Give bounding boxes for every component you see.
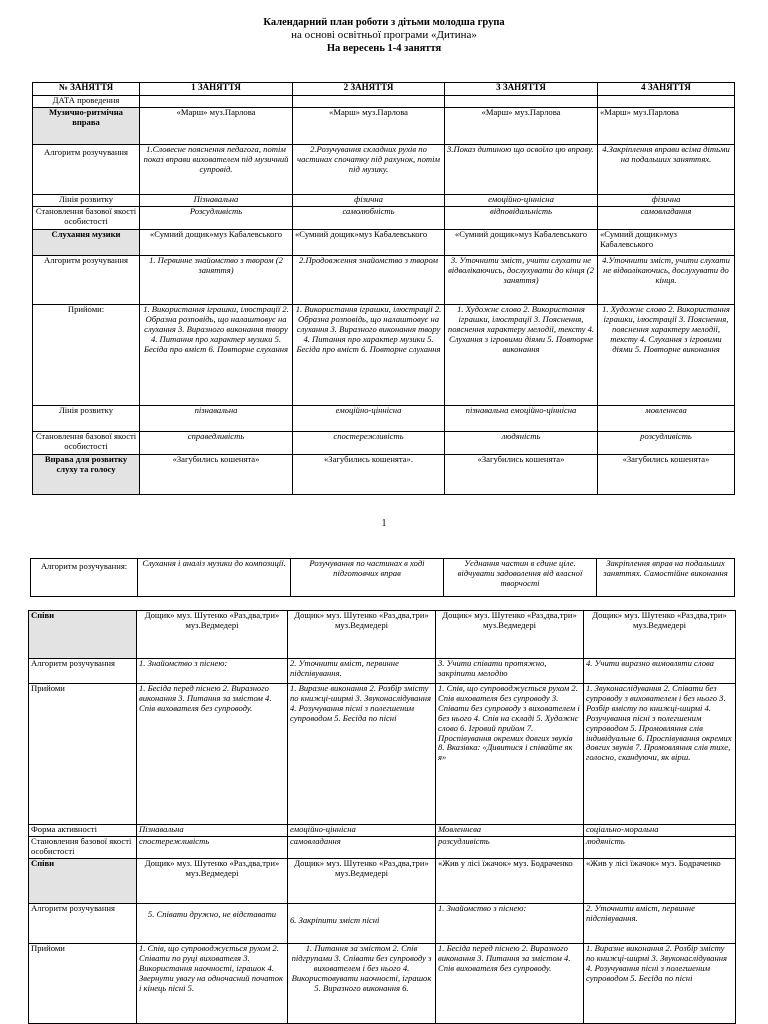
row-label: Форма активності	[29, 825, 137, 837]
table-cell: «Загубились кошенята»	[140, 455, 293, 495]
algorithm-table	[30, 558, 735, 597]
table-cell: «Загубились кошенята».	[293, 455, 445, 495]
table-row	[29, 611, 736, 659]
header-lesson-3: 3 ЗАНЯТТЯ	[445, 83, 598, 96]
table-cell: Пізнавальна	[137, 825, 288, 837]
table-cell: Дощик» муз. Шутенко «Раз,два,три» муз.Ведмедері	[584, 611, 736, 659]
table-cell: «Марш» муз.Парлова	[445, 108, 598, 145]
table-cell: Дощик» муз. Шутенко «Раз,два,три» муз.Ведмедері	[288, 859, 436, 904]
table-row	[33, 96, 735, 108]
row-label: Алгоритм розучування	[29, 904, 137, 944]
table-cell: Пізнавальна	[140, 195, 293, 207]
row-label: Лінія розвитку	[33, 195, 140, 207]
table-cell: 2.Продовження знайомство з твором	[293, 256, 445, 305]
plan-title: Календарний план роботи з дітьми молодша група	[263, 17, 505, 28]
table-cell: Розсудливість	[140, 207, 293, 230]
lesson-plan-table	[32, 82, 735, 495]
row-label: Співи	[29, 859, 137, 904]
table-header-row	[33, 83, 735, 96]
header-lesson-2: 2 ЗАНЯТТЯ	[293, 83, 445, 96]
table-cell: «Сумний дощик»муз Кабалевського	[140, 230, 293, 256]
table-row	[33, 145, 735, 195]
table-cell: 1. Спів, що супроводжується рухом 2. Співати по руці вихователя 3. Використання наочності, іграшок 4. Звернути увагу на одночасний початок і кінець пісні 5.	[137, 944, 288, 1024]
table-cell: 1. Бесіда перед піснею 2. Виразного виконання 3. Питання за змістом 4. Спів вихователя без супроводу.	[436, 944, 584, 1024]
plan-period: На вересень 1-4 заняття	[326, 43, 442, 54]
table-row	[31, 559, 735, 597]
table-cell: 1. Виразне виконання 2. Розбір змісту по книжці-ширмі 3. Звуконаслідування 4. Розучування пісні з полегшеним супроводом 5. Бесіда по пісні	[288, 684, 436, 825]
table-row	[29, 859, 736, 904]
table-cell: 3. Уточнити зміст, учити слухати не відволікаючись, дослухувати до кінця (2 заняття)	[445, 256, 598, 305]
table-cell: 1. Художнє слово 2. Використання іграшки, ілюстрації 3. Пояснення, пояснення характеру мелодії, тексту 4. Слухання з ігровими діями 5. Повторне виконання	[445, 305, 598, 406]
row-label: Становлення базової якості особистості	[33, 432, 140, 455]
row-label: Співи	[29, 611, 137, 659]
table-cell	[140, 96, 293, 108]
table-cell: «Жив у лісі їжачок» муз. Бодраченко	[584, 859, 736, 904]
table-cell: 5. Співати дружно, не відставати	[137, 904, 288, 944]
table-cell	[598, 96, 735, 108]
table-cell: 1. Питання за змістом 2. Спів підгрупами 3. Співати без супроводу з вихователем і без нього 4. Використовувати наочності, іграшок 5. Виразного виконання 6.	[288, 944, 436, 1024]
table-cell: справедливість	[140, 432, 293, 455]
table-cell: 1. Використання іграшки, ілюстрації 2. Образна розповідь, що налаштовує на слухання 3. Виразного виконання твору 4. Питання про характер музики 5. Бесіда про вміст 6. Повторне слухання	[140, 305, 293, 406]
row-label: Алгоритм розучування	[29, 659, 137, 684]
table-row	[29, 837, 736, 859]
table-cell	[445, 96, 598, 108]
table-row	[33, 406, 735, 432]
table-cell: 1.Словесне пояснення педагога, потім показ вправи вихователем під музичний супровід.	[140, 145, 293, 195]
table-cell: «Сумний дощик»муз Кабалевського	[598, 230, 735, 256]
table-cell: Дощик» муз. Шутенко «Раз,два,три» муз.Ведмедері	[288, 611, 436, 659]
table-cell	[293, 96, 445, 108]
table-cell: 2.Розучування складних рухів по частинах спочатку під рахунок, потім під музику.	[293, 145, 445, 195]
table-cell: 1. Використання іграшки, ілюстрації 2. Образна розповідь, що налаштовує на слухання 3. Виразного виконання твору 4. Питання про характер музики 5. Бесіда про вміст 6. Повторне слухання	[293, 305, 445, 406]
row-label: Становлення базової якості особистості	[33, 207, 140, 230]
table-cell: 6. Закріпити зміст пісні	[288, 904, 436, 944]
table-cell: самовладання	[288, 837, 436, 859]
table-row	[33, 305, 735, 406]
table-cell: 4.Закріплення вправи всіма дітьми на подальших заняттях.	[598, 145, 735, 195]
table-cell: Дощик» муз. Шутенко «Раз,два,три» муз.Ведмедері	[137, 611, 288, 659]
table-cell: Мовленнєва	[436, 825, 584, 837]
header-lesson-4: 4 ЗАНЯТТЯ	[598, 83, 735, 96]
table-cell: пізнавальна	[140, 406, 293, 432]
table-cell: самолюбність	[293, 207, 445, 230]
table-cell: 1. Спів, що супроводжується рухом 2. Спів вихователя без супроводу 3. Співати без супроводу з вихователем і без нього 4. Спів на складі 5. Художнє слово 6. Ігровий прийом 7. Проспівування окремих довгих звуків 8. Вказівка: «Дивитися і співайте як я»	[436, 684, 584, 825]
table-cell: «Загубились кошенята»	[445, 455, 598, 495]
table-cell: 3. Учити співати протяжно, закріпити мелодію	[436, 659, 584, 684]
header-lesson-1: 1 ЗАНЯТТЯ	[140, 83, 293, 96]
table-cell: «Загубились кошенята»	[598, 455, 735, 495]
table-row	[33, 108, 735, 145]
table-cell: «Марш» муз.Парлова	[293, 108, 445, 145]
table-cell: 1. Виразне виконання 2. Розбір змісту по книжці-ширмі 3. Звуконаслідування 4. Розучування пісні з полегшеним супроводом 5. Бесіда по пісні	[584, 944, 736, 1024]
table-cell: Дощик» муз. Шутенко «Раз,два,три» муз.Ведмедері	[436, 611, 584, 659]
table-cell: 4.Уточнити зміст, учити слухати не відволікаючись, дослухувати до кінця.	[598, 256, 735, 305]
table-cell: 1. Художнє слово 2. Використання іграшки, ілюстрації 3. Пояснення, пояснення характеру мелодії, тексту 4. Слухання з ігровими діями 5. Повторне виконання	[598, 305, 735, 406]
table-cell: 1. Знайомство з піснею:	[137, 659, 288, 684]
table-cell: емоційно-ціннісна	[445, 195, 598, 207]
singing-table	[28, 610, 736, 1024]
table-cell: самовладання	[598, 207, 735, 230]
table-cell: мовленнєва	[598, 406, 735, 432]
table-row	[33, 455, 735, 495]
table-cell: «Сумний дощик»муз Кабалевського	[445, 230, 598, 256]
table-cell: Слухання і аналіз музики до композиції.	[138, 559, 291, 597]
table-cell: емоційно-ціннісна	[293, 406, 445, 432]
table-row	[33, 230, 735, 256]
table-cell: Розучування по частинах в ході підготовчих вправ	[291, 559, 444, 597]
table-row	[29, 904, 736, 944]
table-row	[33, 256, 735, 305]
row-label: Слухання музики	[33, 230, 140, 256]
table-row	[29, 825, 736, 837]
row-label: Прийоми	[29, 944, 137, 1024]
table-cell: «Жив у лісі їжачок» муз. Бодраченко	[436, 859, 584, 904]
row-label: Прийоми:	[33, 305, 140, 406]
plan-subtitle: на основі освітньої програми «Дитина»	[291, 29, 477, 41]
table-cell: 1. Бесіда перед піснею 2. Виразного виконання 3. Питання за змістом 4. Спів вихователя без супроводу.	[137, 684, 288, 825]
table-cell: 1. Первинне знайомство з твором (2 заняття)	[140, 256, 293, 305]
table-row	[29, 659, 736, 684]
header-lesson-number: № ЗАНЯТТЯ	[33, 83, 140, 96]
row-label: Лінія розвитку	[33, 406, 140, 432]
date-label: ДАТА проведення	[33, 96, 140, 108]
table-cell: розсудливість	[436, 837, 584, 859]
table-cell: «Сумний дощик»муз Кабалевського	[293, 230, 445, 256]
table-cell: Уєднання частин в єдине ціле. відчувати задоволення від власної творчості	[444, 559, 597, 597]
table-cell: 3.Показ дитиною що освоїло цю вправу.	[445, 145, 598, 195]
table-cell: емоційно-ціннісна	[288, 825, 436, 837]
table-cell: 2. Уточнити вміст, первинне підспівування.	[288, 659, 436, 684]
row-label: Алгоритм розучування	[33, 145, 140, 195]
table-cell: Закріплення вправ на подальших заняттях. Самостійне виконання	[597, 559, 735, 597]
row-label: Алгоритм розучування	[33, 256, 140, 305]
row-label: Прийоми	[29, 684, 137, 825]
page-number: 1	[381, 518, 387, 529]
row-label: Вправа для розвитку слуху та голосу	[33, 455, 140, 495]
table-cell: фізична	[598, 195, 735, 207]
table-cell: пізнавальна емоційно-ціннісна	[445, 406, 598, 432]
table-cell: «Марш» муз.Парлова	[598, 108, 735, 145]
table-cell: Дощик» муз. Шутенко «Раз,два,три» муз.Ведмедері	[137, 859, 288, 904]
table-cell: спостережливість	[293, 432, 445, 455]
table-cell: 4. Учити виразно вимовляти слова	[584, 659, 736, 684]
table-row	[29, 684, 736, 825]
table-cell: спостережливість	[137, 837, 288, 859]
table-cell: відповідальність	[445, 207, 598, 230]
row-label: Становлення базової якості особистості	[29, 837, 137, 859]
table-cell: людяність	[584, 837, 736, 859]
table-cell: соціально-моральна	[584, 825, 736, 837]
table-cell: фізична	[293, 195, 445, 207]
table-cell: 1. Звуконаслідування 2. Співати без супроводу з вихователем і без нього 3. Розбір вмісту по книжці-ширмі 4. Розучування пісні з полегшеним супроводом 5. Промовляння слів індивідуальне 6. Проспівування окремих довгих звуків 7. Промовляння слів тихе, голосно, скандуючи, як вірш.	[584, 684, 736, 825]
table-cell: «Марш» муз.Парлова	[140, 108, 293, 145]
table-cell: розсудливість	[598, 432, 735, 455]
table-cell: людяність	[445, 432, 598, 455]
table-cell: 1. Знайомство з піснею:	[436, 904, 584, 944]
table-cell: 2. Уточнити вміст, первинне підспівування.	[584, 904, 736, 944]
row-label: Алгоритм розучування:	[31, 559, 138, 597]
table-row	[33, 195, 735, 207]
table-row	[33, 207, 735, 230]
row-label: Музично-ритмічна вправа	[33, 108, 140, 145]
table-row	[29, 944, 736, 1024]
table-row	[33, 432, 735, 455]
